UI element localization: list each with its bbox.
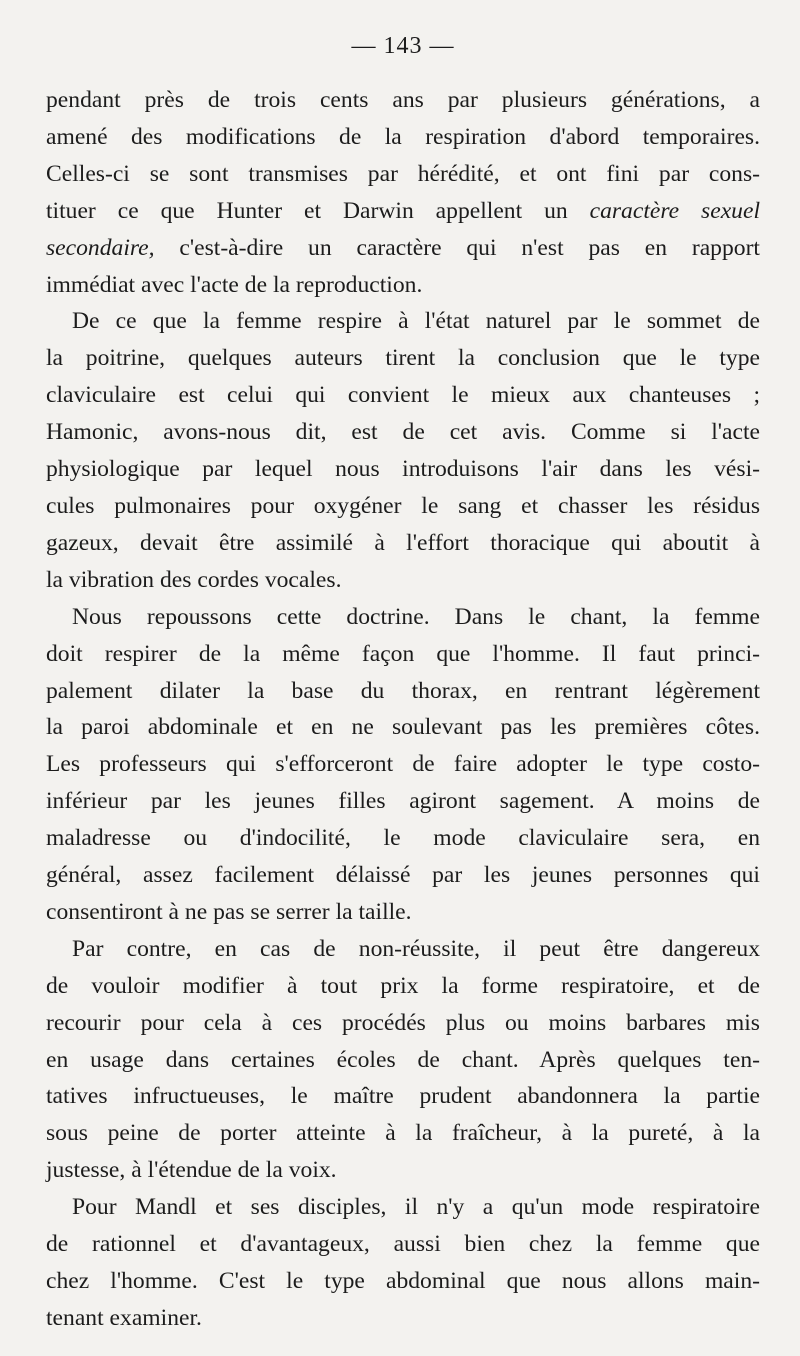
text-line: cules pulmonaires pour oxygéner le sang et chasser les résidus (46, 492, 760, 519)
italic-term: secondaire, (46, 234, 155, 261)
italic-term: caractère sexuel (589, 197, 760, 224)
text-line: la vibration des cordes vocales. (46, 566, 342, 593)
text-line: tenant examiner. (46, 1304, 202, 1331)
text-line: chez l'homme. C'est le type abdominal que nous allons main- (46, 1268, 760, 1294)
text-line: général, assez facilement délaissé par les jeunes personnes qui (46, 862, 760, 889)
paragraph-2 (46, 303, 760, 598)
text-line: consentiront à ne pas se serrer la taille. (46, 898, 412, 925)
paragraph-3 (46, 599, 760, 931)
text-line (46, 193, 760, 230)
text-line: Les professeurs qui s'efforceront de faire adopter le type costo- (46, 751, 760, 778)
text-line: Par contre, en cas de non-réussite, il peut être dangereux (72, 935, 760, 962)
text-segment: c'est-à-dire un caractère qui n'est pas en rapport (154, 234, 760, 261)
text-line: claviculaire est celui qui convient le mieux aux chanteuses ; (46, 382, 760, 409)
text-line: tatives infructueuses, le maître prudent abandonnera la partie (46, 1083, 760, 1110)
text-line: palement dilater la base du thorax, en rentrant légèrement (46, 677, 760, 704)
text-line: amené des modifications de la respiration d'abord temporaires. (46, 123, 760, 150)
paragraph-1 (46, 82, 760, 303)
text-line: la poitrine, quelques auteurs tirent la conclusion que le type (46, 345, 760, 372)
text-line (46, 230, 760, 267)
text-line: physiologique par lequel nous introduisons l'air dans les vési- (46, 456, 760, 483)
text-line: de rationnel et d'avantageux, aussi bien chez la femme que (46, 1231, 760, 1258)
text-line: Celles-ci se sont transmises par hérédité, et ont fini par cons- (46, 160, 760, 187)
text-line: sous peine de porter atteinte à la fraîcheur, à la pureté, à la (46, 1120, 760, 1147)
text-line: pendant près de trois cents ans par plusieurs générations, a (46, 87, 760, 113)
text-line: justesse, à l'étendue de la voix. (46, 1157, 337, 1184)
page-number: — 143 — (351, 33, 455, 59)
text-line: gazeux, devait être assimilé à l'effort thoracique qui aboutit à (46, 529, 760, 556)
text-line: de vouloir modifier à tout prix la forme respiratoire, et de (46, 972, 760, 999)
paragraph-4 (46, 931, 760, 1189)
text-line: immédiat avec l'acte de la reproduction. (46, 271, 423, 298)
text-line: maladresse ou d'indocilité, le mode claviculaire sera, en (46, 825, 760, 852)
body-text (46, 82, 760, 1337)
text-segment: tituer ce que Hunter et Darwin appellent un (46, 197, 590, 224)
text-line: la paroi abdominale et en ne soulevant pas les premières côtes. (46, 714, 760, 741)
text-line: inférieur par les jeunes filles agiront sagement. A moins de (46, 788, 760, 815)
text-line: Pour Mandl et ses disciples, il n'y a qu'un mode respiratoire (72, 1194, 760, 1221)
text-line: recourir pour cela à ces procédés plus ou moins barbares mis (46, 1009, 760, 1036)
paragraph-5 (46, 1189, 760, 1337)
text-line: Hamonic, avons-nous dit, est de cet avis. Comme si l'acte (46, 419, 760, 446)
text-line: doit respirer de la même façon que l'homme. Il faut princi- (46, 640, 760, 667)
text-line: en usage dans certaines écoles de chant. Après quelques ten- (46, 1046, 760, 1073)
text-line: Nous repoussons cette doctrine. Dans le chant, la femme (72, 603, 760, 630)
text-line: De ce que la femme respire à l'état naturel par le sommet de (72, 308, 760, 335)
